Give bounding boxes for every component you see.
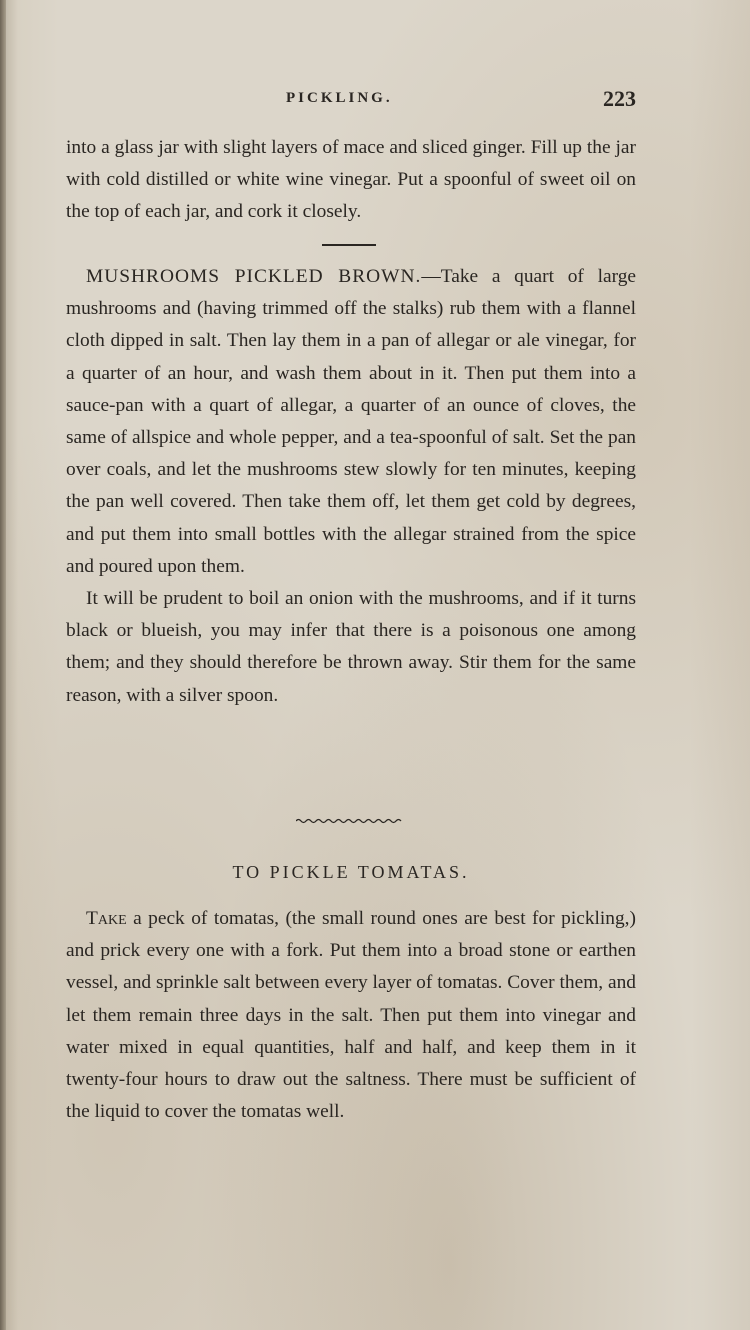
- mushrooms-heading: MUSHROOMS PICKLED BROWN.: [86, 266, 422, 287]
- wavy-divider: [296, 818, 402, 824]
- page-header: [66, 86, 636, 116]
- mushrooms-recipe: [66, 261, 636, 712]
- continuation-paragraph: [66, 132, 636, 229]
- tomatas-paragraph: [66, 903, 636, 1128]
- mushrooms-note: It will be prudent to boil an onion with the mushrooms, and if it turns black or blueish, you may infer that there is a poisonous one among them; and they should therefore be thrown away. Stir them for the same reason, with a silver spoon.: [66, 588, 636, 706]
- tomatas-recipe: [66, 903, 636, 1128]
- tomatas-title: TO PICKLE TOMATAS.: [232, 862, 470, 882]
- tomatas-lead-word: Take: [86, 908, 127, 929]
- mushrooms-paragraph: [66, 261, 636, 583]
- page-edge: [0, 0, 6, 1330]
- tomatas-body: a peck of tomatas, (the small round ones are best for pickling,) and prick every one with a fork. Put them into a broad stone or earthen vessel, and sprinkle salt between every layer of tomatas. Cover them, and let them remain three days in the salt. Then put them into vinegar and water mixed in equal quantities, half and half, and keep them in it twenty-four hours to draw out the saltness. There must be sufficient of the liquid to cover the tomatas well.: [66, 908, 636, 1123]
- mushrooms-body: —Take a quart of large mushrooms and (having trimmed off the stalks) rub them with a flannel cloth dipped in salt. Then lay them in a pan of allegar or ale vinegar, for a quarter of an hour, and wash them about in it. Then put them into a sauce-pan with a quart of allegar, a quarter of an ounce of cloves, the same of allspice and whole pepper, and a tea-spoonful of salt. Set the pan over coals, and let the mushrooms stew slowly for ten minutes, keeping the pan well covered. Then take them off, let them get cold by degrees, and put them into small bottles with the allegar strained from the spice and poured upon them.: [66, 266, 636, 577]
- section-divider-rule: [322, 244, 376, 246]
- running-head: PICKLING.: [286, 90, 393, 106]
- page-number: 223: [603, 86, 636, 111]
- continuation-text: into a glass jar with slight layers of mace and sliced ginger. Fill up the jar with cold distilled or white wine vinegar. Put a spoonful of sweet oil on the top of each jar, and cork it closely.: [66, 137, 636, 223]
